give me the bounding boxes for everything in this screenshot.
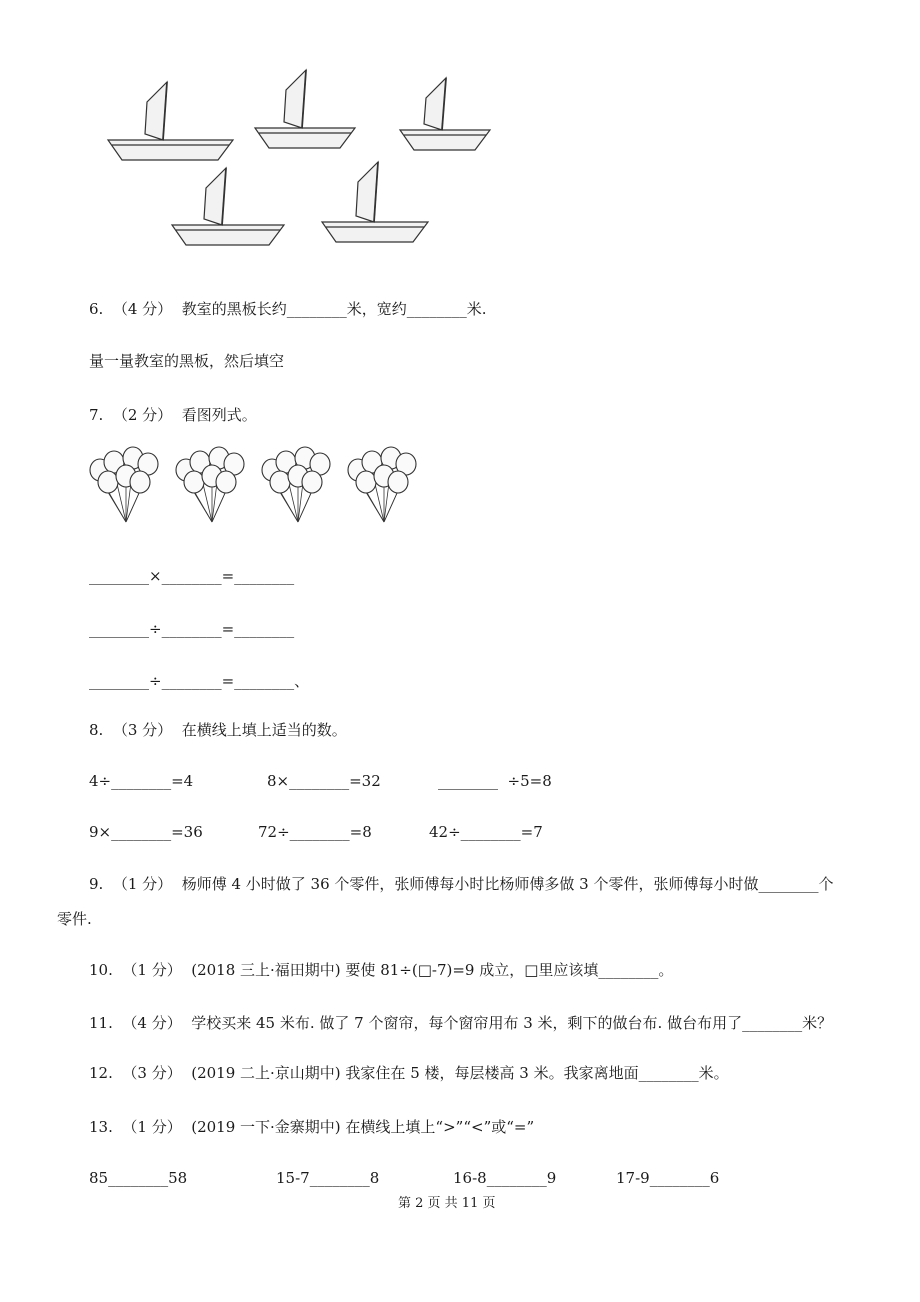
question-13-item: 15-7________8 xyxy=(276,1169,380,1187)
question-8-item: 4÷________=4 xyxy=(89,772,194,790)
question-8-item: 72÷________=8 xyxy=(258,823,372,841)
boat-icon xyxy=(108,82,233,160)
question-7: 7. （2 分） 看图列式。 xyxy=(89,406,257,424)
question-13-item: 85________58 xyxy=(89,1169,188,1187)
balloon-bunch-icon xyxy=(262,447,330,522)
question-6-hint: 量一量教室的黑板，然后填空 xyxy=(89,352,285,370)
question-6: 6. （4 分） 教室的黑板长约________米，宽约________米. xyxy=(89,300,487,318)
question-7-equation-3: ________÷________=________、 xyxy=(89,672,310,690)
question-10: 10. （1 分） (2018 三上·福田期中) 要使 81÷(□-7)=9 成立，□里应该填________。 xyxy=(89,961,674,979)
question-8-item: ________ ÷5=8 xyxy=(438,772,552,790)
question-8-item: 42÷________=7 xyxy=(429,823,543,841)
boat-icon xyxy=(255,70,355,148)
balloon-bunch-icon xyxy=(176,447,244,522)
question-7-equation-1: ________×________=________ xyxy=(89,567,295,585)
boat-icon xyxy=(400,78,490,150)
balloon-bunch-icon xyxy=(90,447,158,522)
balloons-illustration xyxy=(88,452,438,527)
question-12: 12. （3 分） (2019 二上·京山期中) 我家住在 5 楼，每层楼高 3 米。我家离地面________米。 xyxy=(89,1064,729,1082)
question-13-item: 16-8________9 xyxy=(453,1169,557,1187)
boat-icon xyxy=(322,162,428,242)
question-11: 11. （4 分） 学校买来 45 米布. 做了 7 个窗帘，每个窗帘用布 3 米，剩下的做台布. 做台布用了________米？ xyxy=(89,1014,833,1032)
boats-illustration xyxy=(100,70,500,250)
question-9-continued: 零件. xyxy=(57,910,92,928)
question-9: 9. （1 分） 杨师傅 4 小时做了 36 个零件，张师傅每小时比杨师傅多做 3 个零件，张师傅每小时做________个 xyxy=(89,875,834,893)
question-13: 13. （1 分） (2019 一下·金寨期中) 在横线上填上“>”“<”或“=” xyxy=(89,1118,535,1136)
question-8: 8. （3 分） 在横线上填上适当的数。 xyxy=(89,721,347,739)
question-7-equation-2: ________÷________=________ xyxy=(89,620,295,638)
question-8-item: 9×________=36 xyxy=(89,823,203,841)
question-8-item: 8×________=32 xyxy=(267,772,381,790)
question-13-item: 17-9________6 xyxy=(616,1169,720,1187)
boat-icon xyxy=(172,168,284,245)
page-footer: 第 2 页 共 11 页 xyxy=(398,1196,496,1211)
balloon-bunch-icon xyxy=(348,447,416,522)
